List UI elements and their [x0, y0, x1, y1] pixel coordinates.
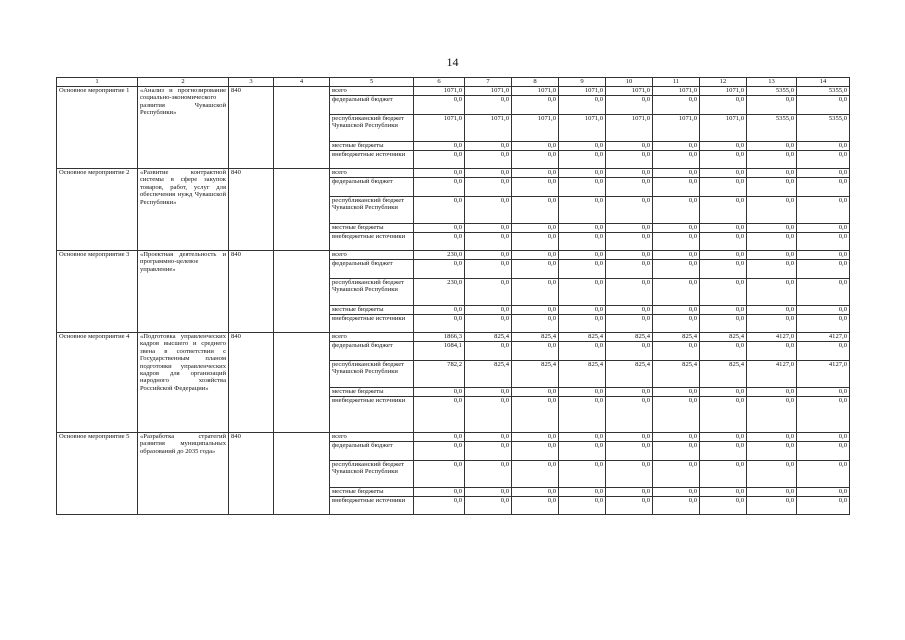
amount-cell: 4127,0 — [797, 333, 850, 342]
amount-cell: 0,0 — [747, 433, 797, 442]
amount-cell: 0,0 — [414, 197, 465, 224]
column-number-6: 6 — [414, 78, 465, 87]
page-number: 14 — [446, 55, 459, 69]
funding-source: республиканский бюджет Чувашской Республики — [330, 197, 414, 224]
amount-cell: 0,0 — [700, 169, 747, 178]
amount-cell: 0,0 — [414, 233, 465, 251]
amount-cell: 1071,0 — [465, 87, 512, 96]
amount-cell: 0,0 — [559, 260, 606, 279]
amount-cell: 0,0 — [700, 96, 747, 115]
amount-cell: 0,0 — [653, 442, 700, 461]
column-number-7: 7 — [465, 78, 512, 87]
amount-cell: 0,0 — [700, 279, 747, 306]
amount-cell: 0,0 — [747, 197, 797, 224]
amount-cell: 5355,0 — [797, 115, 850, 142]
amount-cell: 1071,0 — [465, 115, 512, 142]
amount-cell: 1071,0 — [700, 115, 747, 142]
amount-cell: 0,0 — [653, 96, 700, 115]
amount-cell: 0,0 — [700, 397, 747, 433]
measure-description: «Проектная деятельность и программно-целевое управление» — [138, 251, 229, 333]
amount-cell: 0,0 — [414, 315, 465, 333]
funding-source: республиканский бюджет Чувашской Республики — [330, 279, 414, 306]
amount-cell: 0,0 — [797, 342, 850, 361]
amount-cell: 825,4 — [465, 333, 512, 342]
amount-cell: 0,0 — [465, 224, 512, 233]
amount-cell: 0,0 — [465, 497, 512, 515]
amount-cell: 0,0 — [700, 315, 747, 333]
amount-cell: 0,0 — [512, 488, 559, 497]
funding-source: внебюджетные источники — [330, 233, 414, 251]
amount-cell: 0,0 — [653, 233, 700, 251]
amount-cell: 0,0 — [653, 388, 700, 397]
amount-cell: 0,0 — [700, 197, 747, 224]
funding-source: федеральный бюджет — [330, 342, 414, 361]
amount-cell: 0,0 — [653, 433, 700, 442]
amount-cell: 0,0 — [797, 197, 850, 224]
amount-cell: 0,0 — [606, 142, 653, 151]
amount-cell: 0,0 — [414, 306, 465, 315]
amount-cell: 4127,0 — [797, 361, 850, 388]
amount-cell: 0,0 — [465, 306, 512, 315]
amount-cell: 825,4 — [653, 361, 700, 388]
amount-cell: 0,0 — [465, 251, 512, 260]
measure-description: «Подготовка управленческих кадров высшего и среднего звена в соответствии с Государственным планом подготовки управленческих кадров для организаций народного хозяйства Российской Федерации» — [138, 333, 229, 433]
amount-cell: 0,0 — [465, 169, 512, 178]
amount-cell: 0,0 — [797, 461, 850, 488]
amount-cell: 5355,0 — [747, 87, 797, 96]
empty-cell — [274, 333, 330, 433]
amount-cell: 1071,0 — [653, 115, 700, 142]
funding-source: всего — [330, 433, 414, 442]
table-row — [57, 169, 850, 178]
table-row — [57, 251, 850, 260]
amount-cell: 825,4 — [512, 361, 559, 388]
amount-cell: 0,0 — [797, 315, 850, 333]
amount-cell: 0,0 — [559, 497, 606, 515]
amount-cell: 0,0 — [653, 251, 700, 260]
funding-source: внебюджетные источники — [330, 315, 414, 333]
responsible-code: 840 — [229, 251, 274, 333]
amount-cell: 0,0 — [747, 151, 797, 169]
amount-cell: 0,0 — [606, 306, 653, 315]
amount-cell: 0,0 — [465, 488, 512, 497]
amount-cell: 0,0 — [700, 233, 747, 251]
amount-cell: 0,0 — [747, 488, 797, 497]
amount-cell: 230,0 — [414, 279, 465, 306]
amount-cell: 0,0 — [559, 433, 606, 442]
amount-cell: 0,0 — [747, 142, 797, 151]
amount-cell: 0,0 — [700, 342, 747, 361]
column-number-5: 5 — [330, 78, 414, 87]
amount-cell: 0,0 — [606, 497, 653, 515]
amount-cell: 1071,0 — [559, 115, 606, 142]
table-row — [57, 87, 850, 96]
amount-cell: 0,0 — [559, 96, 606, 115]
amount-cell: 0,0 — [606, 279, 653, 306]
amount-cell: 0,0 — [559, 397, 606, 433]
amount-cell: 0,0 — [414, 442, 465, 461]
amount-cell: 0,0 — [512, 497, 559, 515]
amount-cell: 0,0 — [797, 233, 850, 251]
amount-cell: 0,0 — [797, 488, 850, 497]
amount-cell: 0,0 — [747, 260, 797, 279]
amount-cell: 0,0 — [559, 315, 606, 333]
funding-source: всего — [330, 87, 414, 96]
responsible-code: 840 — [229, 169, 274, 251]
amount-cell: 4127,0 — [747, 361, 797, 388]
amount-cell: 0,0 — [414, 397, 465, 433]
amount-cell: 0,0 — [512, 151, 559, 169]
amount-cell: 0,0 — [606, 178, 653, 197]
column-number-2: 2 — [138, 78, 229, 87]
amount-cell: 0,0 — [653, 260, 700, 279]
amount-cell: 4127,0 — [747, 333, 797, 342]
responsible-code: 840 — [229, 333, 274, 433]
amount-cell: 825,4 — [606, 333, 653, 342]
amount-cell: 0,0 — [512, 169, 559, 178]
column-number-1: 1 — [57, 78, 138, 87]
amount-cell: 0,0 — [512, 224, 559, 233]
amount-cell: 825,4 — [700, 333, 747, 342]
amount-cell: 0,0 — [465, 96, 512, 115]
amount-cell: 1071,0 — [512, 87, 559, 96]
amount-cell: 0,0 — [747, 251, 797, 260]
amount-cell: 0,0 — [465, 342, 512, 361]
amount-cell: 0,0 — [559, 388, 606, 397]
amount-cell: 0,0 — [653, 279, 700, 306]
amount-cell: 0,0 — [559, 461, 606, 488]
amount-cell: 0,0 — [512, 433, 559, 442]
amount-cell: 1071,0 — [606, 115, 653, 142]
amount-cell: 825,4 — [700, 361, 747, 388]
amount-cell: 825,4 — [559, 361, 606, 388]
amount-cell: 0,0 — [747, 397, 797, 433]
amount-cell: 0,0 — [653, 315, 700, 333]
amount-cell: 0,0 — [653, 306, 700, 315]
amount-cell: 0,0 — [700, 442, 747, 461]
amount-cell: 0,0 — [700, 151, 747, 169]
amount-cell: 0,0 — [700, 497, 747, 515]
amount-cell: 0,0 — [512, 197, 559, 224]
amount-cell: 0,0 — [700, 251, 747, 260]
amount-cell: 0,0 — [747, 497, 797, 515]
amount-cell: 1084,1 — [414, 342, 465, 361]
amount-cell: 0,0 — [653, 397, 700, 433]
amount-cell: 0,0 — [606, 260, 653, 279]
funding-source: местные бюджеты — [330, 142, 414, 151]
table-row — [57, 433, 850, 442]
amount-cell: 0,0 — [414, 224, 465, 233]
column-number-11: 11 — [653, 78, 700, 87]
amount-cell: 0,0 — [797, 442, 850, 461]
column-number-4: 4 — [274, 78, 330, 87]
amount-cell: 0,0 — [606, 251, 653, 260]
amount-cell: 0,0 — [606, 442, 653, 461]
amount-cell: 230,0 — [414, 251, 465, 260]
amount-cell: 0,0 — [747, 96, 797, 115]
measure-name: Основное мероприятие 4 — [57, 333, 138, 433]
amount-cell: 1071,0 — [700, 87, 747, 96]
amount-cell: 0,0 — [797, 96, 850, 115]
amount-cell: 0,0 — [700, 178, 747, 197]
amount-cell: 0,0 — [747, 461, 797, 488]
amount-cell: 0,0 — [653, 169, 700, 178]
amount-cell: 0,0 — [559, 142, 606, 151]
amount-cell: 0,0 — [747, 442, 797, 461]
amount-cell: 0,0 — [606, 433, 653, 442]
funding-source: республиканский бюджет Чувашской Республики — [330, 115, 414, 142]
amount-cell: 5355,0 — [797, 87, 850, 96]
amount-cell: 0,0 — [797, 169, 850, 178]
column-number-8: 8 — [512, 78, 559, 87]
amount-cell: 0,0 — [465, 197, 512, 224]
amount-cell: 0,0 — [797, 497, 850, 515]
amount-cell: 5355,0 — [747, 115, 797, 142]
amount-cell: 0,0 — [653, 488, 700, 497]
amount-cell: 0,0 — [606, 96, 653, 115]
amount-cell: 0,0 — [797, 306, 850, 315]
amount-cell: 0,0 — [606, 342, 653, 361]
amount-cell: 0,0 — [747, 306, 797, 315]
amount-cell: 1866,3 — [414, 333, 465, 342]
amount-cell: 0,0 — [747, 315, 797, 333]
amount-cell: 0,0 — [414, 169, 465, 178]
column-number-10: 10 — [606, 78, 653, 87]
empty-cell — [274, 169, 330, 251]
amount-cell: 0,0 — [414, 433, 465, 442]
amount-cell: 0,0 — [465, 279, 512, 306]
amount-cell: 782,2 — [414, 361, 465, 388]
responsible-code: 840 — [229, 87, 274, 169]
amount-cell: 0,0 — [606, 151, 653, 169]
amount-cell: 0,0 — [797, 388, 850, 397]
amount-cell: 0,0 — [700, 224, 747, 233]
measure-name: Основное мероприятие 2 — [57, 169, 138, 251]
amount-cell: 0,0 — [747, 224, 797, 233]
amount-cell: 0,0 — [797, 224, 850, 233]
amount-cell: 0,0 — [606, 388, 653, 397]
funding-source: внебюджетные источники — [330, 497, 414, 515]
amount-cell: 0,0 — [700, 461, 747, 488]
amount-cell: 0,0 — [797, 279, 850, 306]
amount-cell: 0,0 — [653, 342, 700, 361]
empty-cell — [274, 433, 330, 515]
amount-cell: 0,0 — [653, 142, 700, 151]
amount-cell: 0,0 — [465, 461, 512, 488]
column-number-3: 3 — [229, 78, 274, 87]
amount-cell: 0,0 — [414, 461, 465, 488]
funding-source: федеральный бюджет — [330, 260, 414, 279]
amount-cell: 0,0 — [465, 260, 512, 279]
amount-cell: 0,0 — [465, 151, 512, 169]
amount-cell: 0,0 — [606, 488, 653, 497]
amount-cell: 0,0 — [653, 197, 700, 224]
amount-cell: 0,0 — [700, 142, 747, 151]
amount-cell: 0,0 — [797, 151, 850, 169]
amount-cell: 0,0 — [512, 388, 559, 397]
amount-cell: 1071,0 — [512, 115, 559, 142]
amount-cell: 0,0 — [797, 397, 850, 433]
amount-cell: 0,0 — [512, 96, 559, 115]
amount-cell: 0,0 — [797, 178, 850, 197]
funding-source: федеральный бюджет — [330, 442, 414, 461]
amount-cell: 0,0 — [512, 260, 559, 279]
amount-cell: 0,0 — [653, 151, 700, 169]
funding-source: всего — [330, 251, 414, 260]
amount-cell: 0,0 — [559, 178, 606, 197]
amount-cell: 0,0 — [559, 342, 606, 361]
funding-source: всего — [330, 333, 414, 342]
funding-source: федеральный бюджет — [330, 96, 414, 115]
measure-description: «Развитие контрактной системы в сфере закупок товаров, работ, услуг для обеспечения нужд Чувашской Республики» — [138, 169, 229, 251]
column-number-row — [57, 78, 850, 87]
amount-cell: 0,0 — [465, 178, 512, 197]
funding-source: федеральный бюджет — [330, 178, 414, 197]
responsible-code: 840 — [229, 433, 274, 515]
amount-cell: 0,0 — [559, 151, 606, 169]
column-number-9: 9 — [559, 78, 606, 87]
amount-cell: 0,0 — [559, 169, 606, 178]
amount-cell: 0,0 — [512, 306, 559, 315]
empty-cell — [274, 251, 330, 333]
funding-source: местные бюджеты — [330, 306, 414, 315]
amount-cell: 0,0 — [414, 497, 465, 515]
amount-cell: 0,0 — [465, 142, 512, 151]
amount-cell: 0,0 — [512, 315, 559, 333]
amount-cell: 0,0 — [414, 96, 465, 115]
amount-cell: 825,4 — [653, 333, 700, 342]
amount-cell: 0,0 — [465, 315, 512, 333]
amount-cell: 0,0 — [414, 488, 465, 497]
amount-cell: 0,0 — [797, 433, 850, 442]
amount-cell: 0,0 — [797, 142, 850, 151]
amount-cell: 0,0 — [606, 169, 653, 178]
column-number-12: 12 — [700, 78, 747, 87]
amount-cell: 0,0 — [414, 388, 465, 397]
amount-cell: 0,0 — [512, 461, 559, 488]
amount-cell: 0,0 — [747, 279, 797, 306]
amount-cell: 0,0 — [559, 442, 606, 461]
amount-cell: 0,0 — [465, 442, 512, 461]
measure-description: «Разработка стратегий развития муниципальных образований до 2035 года» — [138, 433, 229, 515]
amount-cell: 1071,0 — [414, 115, 465, 142]
amount-cell: 0,0 — [606, 461, 653, 488]
amount-cell: 0,0 — [700, 488, 747, 497]
amount-cell: 0,0 — [653, 461, 700, 488]
amount-cell: 0,0 — [414, 151, 465, 169]
amount-cell: 0,0 — [465, 388, 512, 397]
amount-cell: 0,0 — [559, 306, 606, 315]
measure-description: «Анализ и прогнозирование социально-экономического развития Чувашской Республики» — [138, 87, 229, 169]
amount-cell: 1071,0 — [653, 87, 700, 96]
funding-source: внебюджетные источники — [330, 151, 414, 169]
amount-cell: 0,0 — [512, 342, 559, 361]
amount-cell: 0,0 — [700, 433, 747, 442]
amount-cell: 825,4 — [512, 333, 559, 342]
amount-cell: 0,0 — [559, 488, 606, 497]
amount-cell: 1071,0 — [559, 87, 606, 96]
amount-cell: 0,0 — [700, 388, 747, 397]
amount-cell: 825,4 — [559, 333, 606, 342]
amount-cell: 0,0 — [606, 233, 653, 251]
amount-cell: 0,0 — [653, 224, 700, 233]
amount-cell: 0,0 — [559, 233, 606, 251]
amount-cell: 0,0 — [559, 197, 606, 224]
amount-cell: 0,0 — [747, 169, 797, 178]
amount-cell: 0,0 — [797, 251, 850, 260]
amount-cell: 0,0 — [606, 197, 653, 224]
amount-cell: 0,0 — [512, 251, 559, 260]
amount-cell: 0,0 — [414, 178, 465, 197]
amount-cell: 0,0 — [700, 260, 747, 279]
amount-cell: 0,0 — [465, 397, 512, 433]
amount-cell: 0,0 — [747, 388, 797, 397]
funding-source: местные бюджеты — [330, 388, 414, 397]
amount-cell: 0,0 — [414, 260, 465, 279]
amount-cell: 0,0 — [512, 442, 559, 461]
funding-source: всего — [330, 169, 414, 178]
funding-source: местные бюджеты — [330, 224, 414, 233]
amount-cell: 0,0 — [606, 397, 653, 433]
amount-cell: 0,0 — [512, 142, 559, 151]
amount-cell: 0,0 — [559, 224, 606, 233]
amount-cell: 1071,0 — [606, 87, 653, 96]
empty-cell — [274, 87, 330, 169]
measure-name: Основное мероприятие 1 — [57, 87, 138, 169]
funding-source: республиканский бюджет Чувашской Республики — [330, 461, 414, 488]
column-number-14: 14 — [797, 78, 850, 87]
amount-cell: 0,0 — [512, 233, 559, 251]
budget-table — [56, 77, 850, 515]
amount-cell: 1071,0 — [414, 87, 465, 96]
amount-cell: 0,0 — [653, 497, 700, 515]
amount-cell: 825,4 — [606, 361, 653, 388]
column-number-13: 13 — [747, 78, 797, 87]
amount-cell: 0,0 — [512, 279, 559, 306]
amount-cell: 0,0 — [465, 433, 512, 442]
amount-cell: 0,0 — [559, 279, 606, 306]
amount-cell: 0,0 — [512, 178, 559, 197]
amount-cell: 0,0 — [797, 260, 850, 279]
amount-cell: 0,0 — [606, 315, 653, 333]
amount-cell: 0,0 — [465, 233, 512, 251]
amount-cell: 0,0 — [747, 233, 797, 251]
funding-source: внебюджетные источники — [330, 397, 414, 433]
measure-name: Основное мероприятие 3 — [57, 251, 138, 333]
amount-cell: 825,4 — [465, 361, 512, 388]
amount-cell: 0,0 — [700, 306, 747, 315]
amount-cell: 0,0 — [606, 224, 653, 233]
measure-name: Основное мероприятие 5 — [57, 433, 138, 515]
amount-cell: 0,0 — [512, 397, 559, 433]
funding-source: республиканский бюджет Чувашской Республики — [330, 361, 414, 388]
amount-cell: 0,0 — [653, 178, 700, 197]
funding-source: местные бюджеты — [330, 488, 414, 497]
amount-cell: 0,0 — [747, 342, 797, 361]
amount-cell: 0,0 — [747, 178, 797, 197]
table-row — [57, 333, 850, 342]
amount-cell: 0,0 — [559, 251, 606, 260]
amount-cell: 0,0 — [414, 142, 465, 151]
